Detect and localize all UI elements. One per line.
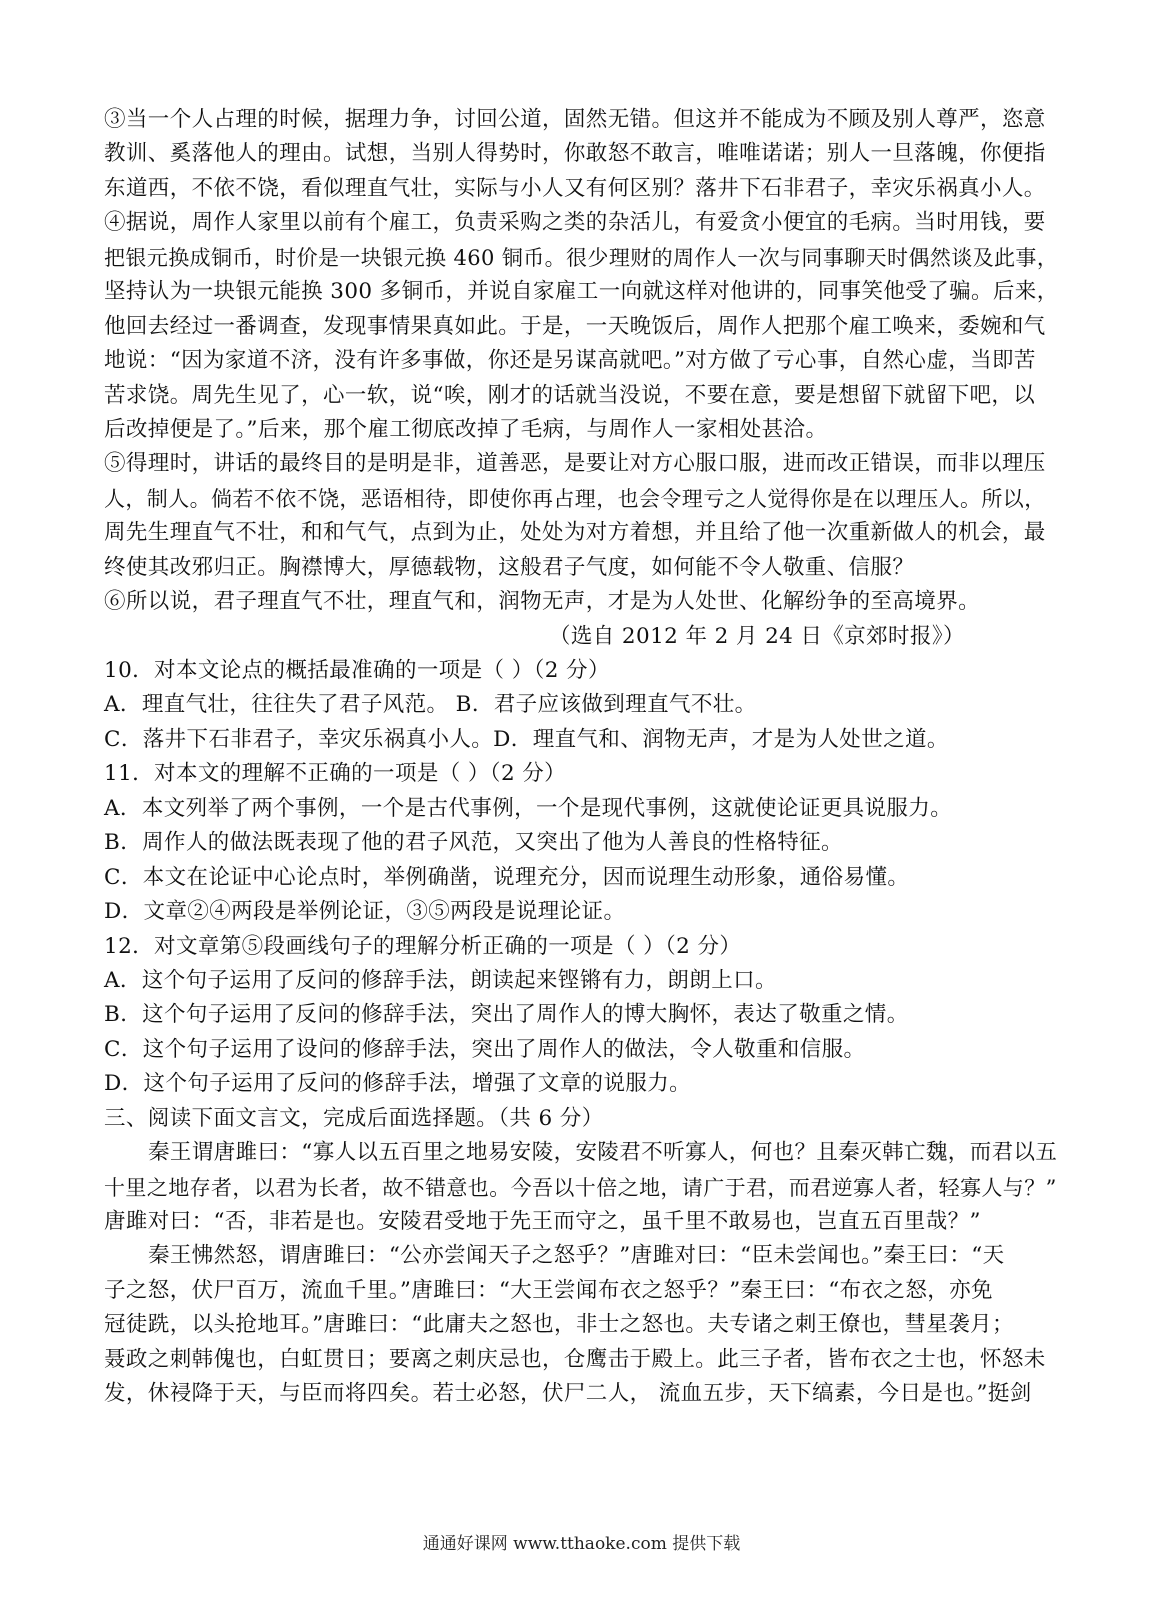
text-line: 唐雎对曰：“否，非若是也。安陵君受地于先王而守之，虽千里不敢易也，岂直五百里哉？” [104, 1209, 981, 1234]
text-line: 把银元换成铜币，时价是一块银元换 460 铜币。很少理财的周作人一次与同事聊天时偶然谈及此事， [104, 245, 1059, 270]
text-line: ④据说，周作人家里以前有个雇工，负责采购之类的杂活儿，有爱贪小便宜的毛病。当时用钱，要 [104, 210, 1046, 236]
paragraph-3 [104, 103, 1064, 206]
question-option: D．文章②④两段是举例论证，③⑤两段是说理论证。 [104, 899, 626, 925]
text-line: ③当一个人占理的时候，据理力争，讨回公道，固然无错。但这并不能成为不顾及别人尊严，恣意 [104, 107, 1046, 132]
question-10 [104, 654, 1064, 757]
text-line: 人，制人。倘若不依不饶，恶语相待，即使你再占理，也会令理亏之人觉得你是在以理压人。所以， [104, 486, 1046, 511]
question-option: A．这个句子运用了反问的修辞手法，朗读起来铿锵有力，朗朗上口。 [104, 967, 777, 993]
classical-paragraph-1 [104, 1136, 1064, 1239]
text-line: 东道西，不依不饶，看似理直气壮，实际与小人又有何区别？落井下石非君子，幸灾乐祸真小人。 [104, 175, 1046, 201]
text-line: 冠徒跣，以头抢地耳。”唐雎曰：“此庸夫之怒也，非士之怒也。夫专诸之刺王僚也，彗星袭月； [104, 1312, 1014, 1338]
paragraph-6: ⑥所以说，君子理直气不壮，理直气和，润物无声，才是为人处世、化解纷争的至高境界。 [104, 589, 981, 615]
question-option: B．周作人的做法既表现了他的君子风范，又突出了他为人善良的性格特征。 [104, 830, 843, 856]
question-11 [104, 757, 1064, 929]
question-option: B．这个句子运用了反问的修辞手法，突出了周作人的博大胸怀，表达了敬重之情。 [104, 1002, 909, 1028]
page-footer: 通通好课网 www.tthaoke.com 提供下载 [422, 1534, 741, 1554]
question-option: C．本文在论证中心论点时，举例确凿，说理充分，因而说理生动形象，通俗易懂。 [104, 864, 910, 890]
text-line: ⑤得理时，讲话的最终目的是明是非，道善恶，是要让对方心服口服，进而改正错误，而非以理压 [104, 451, 1046, 477]
question-option: D．这个句子运用了反问的修辞手法，增强了文章的说服力。 [104, 1071, 692, 1097]
text-line: 十里之地存者，以君为长者，故不错意也。今吾以十倍之地，请广于君，而君逆寡人者，轻寡人与？” [104, 1175, 1057, 1200]
question-stem: 12．对文章第⑤段画线句子的理解分析正确的一项是（ ）（2 分） [104, 933, 742, 959]
text-line: 子之怒，伏尸百万，流血千里。”唐雎曰：“大王尝闻布衣之怒乎？”秦王曰：“布衣之怒，亦免 [104, 1277, 993, 1303]
question-option: A．本文列举了两个事例，一个是古代事例，一个是现代事例，这就使论证更具说服力。 [104, 795, 953, 821]
question-option: A．理直气壮，往往失了君子风范。 B．君子应该做到理直气不壮。 [104, 692, 757, 718]
text-line: 地说：“因为家道不济，没有许多事做，你还是另谋高就吧。”对方做了亏心事，自然心虚，当即苦 [104, 348, 1036, 374]
text-line: 秦王怫然怒，谓唐雎曰：“公亦尝闻天子之怒乎？”唐雎对曰：“臣未尝闻也。”秦王曰：“天 [148, 1243, 1005, 1269]
text-line: 发，休祲降于天，与臣而将四矣。若士必怒，伏尸二人， 流血五步，天下缟素，今日是也。”挺剑 [104, 1381, 1032, 1407]
paragraph-4 [104, 206, 1064, 447]
text-line: 后改掉便是了。”后来，那个雇工彻底改掉了毛病，与周作人一家相处甚洽。 [104, 416, 828, 442]
classical-paragraph-2 [104, 1239, 1064, 1411]
question-option: C．落井下石非君子，幸灾乐祸真小人。D．理直气和、润物无声，才是为人处世之道。 [104, 726, 949, 752]
question-stem: 11．对本文的理解不正确的一项是（ ）（2 分） [104, 761, 567, 787]
text-line: 他回去经过一番调查，发现事情果真如此。于是，一天晚饭后，周作人把那个雇工唤来，委婉和气 [104, 313, 1046, 339]
question-stem: 10．对本文论点的概括最准确的一项是（ ）（2 分） [104, 658, 610, 683]
paragraph-5 [104, 447, 1064, 585]
question-option: C．这个句子运用了设问的修辞手法，突出了周作人的做法，令人敬重和信服。 [104, 1036, 866, 1062]
text-line: 教训、奚落他人的理由。试想，当别人得势时，你敢怒不敢言，唯唯诺诺；别人一旦落魄，你便指 [104, 141, 1046, 167]
text-line: 苦求饶。周先生见了，心一软，说“唉，刚才的话就当没说，不要在意，要是想留下就留下吧，以 [104, 382, 1036, 408]
section-heading: 三、阅读下面文言文，完成后面选择题。（共 6 分） [104, 1105, 604, 1131]
source-citation: （选自 2012 年 2 月 24 日《京郊时报》） [549, 623, 965, 649]
text-line: 终使其改邪归正。胸襟博大，厚德载物，这般君子气度，如何能不令人敬重、信服？ [104, 554, 915, 580]
document-page [104, 103, 1064, 1412]
text-line: 聂政之刺韩傀也，白虹贯日；要离之刺庆忌也，仓鹰击于殿上。此三子者，皆布衣之士也，怀怒未 [104, 1346, 1046, 1372]
text-line: 周先生理直气不壮，和和气气，点到为止，处处为对方着想，并且给了他一次重新做人的机会，最 [104, 520, 1046, 546]
section-3 [104, 1102, 1064, 1412]
question-12 [104, 930, 1064, 1102]
text-line: 秦王谓唐雎曰：“寡人以五百里之地易安陵，安陵君不听寡人，何也？且秦灭韩亡魏，而君以五 [148, 1140, 1058, 1166]
text-line: 坚持认为一块银元能换 300 多铜币，并说自家雇工一向就这样对他讲的，同事笑他受了骗。后来， [104, 279, 1059, 305]
